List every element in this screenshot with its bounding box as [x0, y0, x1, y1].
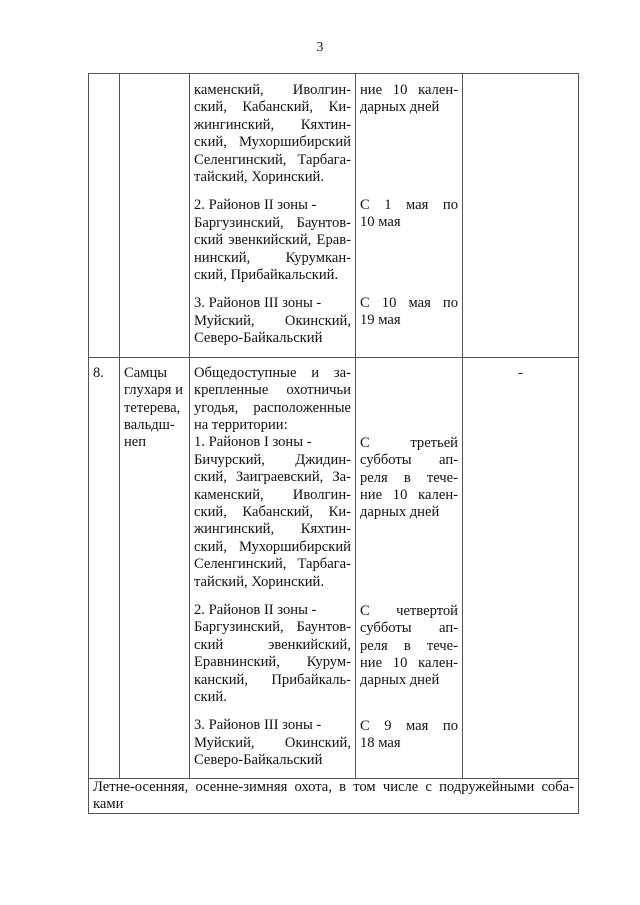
- text-line: ками: [93, 796, 124, 813]
- text-line: Муйский, Окинский,: [194, 312, 351, 329]
- text-line: Общедоступные и за-: [194, 364, 351, 381]
- text-line: 2. Районов II зоны -: [194, 601, 317, 618]
- territory-block-2: [194, 602, 351, 706]
- text-line: ский, Кабанский, Ки-: [194, 99, 351, 116]
- dates-block-1: [360, 435, 458, 592]
- dates-block-2: [360, 603, 458, 707]
- territory-block-1: [194, 82, 351, 186]
- territory-block-3: [194, 717, 351, 769]
- table-row-8: [89, 357, 579, 778]
- cell-number: 8.: [89, 357, 120, 778]
- text-line: Бичурский, Джидин-: [194, 451, 351, 468]
- date-line: субботы ап-: [360, 452, 458, 469]
- date-line: 10 мая: [360, 214, 401, 231]
- cell-number: [89, 74, 120, 358]
- text-line: ский эвенкийский, Ерав-: [194, 232, 351, 249]
- text-line: жингинский, Кяхтин-: [194, 116, 351, 133]
- territory-block-3: [194, 295, 351, 347]
- cell-species: [120, 357, 190, 778]
- text-line: тетерева,: [124, 399, 181, 416]
- text-line: 2. Районов II зоны -: [194, 197, 317, 214]
- text-line: ский, Мухоршибирский: [194, 538, 351, 555]
- date-line: С 9 мая по: [360, 717, 458, 734]
- date-line: 18 мая: [360, 735, 401, 752]
- text-line: тайский, Хоринский.: [194, 169, 324, 186]
- text-line: Северо-Байкальский: [194, 330, 323, 347]
- text-line: ский, Мухоршибирский: [194, 134, 351, 151]
- dates-block-3: [360, 295, 458, 330]
- cell-territory: [190, 357, 356, 778]
- text-line: ский, Заиграевский, За-: [194, 469, 351, 486]
- territory-block-2: [194, 197, 351, 284]
- text-line: Селенгинский, Тарбага-: [194, 151, 351, 168]
- text-line: нинский, Курумкан-: [194, 249, 351, 266]
- text-line: Самцы: [124, 364, 168, 381]
- text-line: каменский, Иволгин-: [194, 486, 351, 503]
- date-line: ние 10 кален-: [360, 486, 458, 503]
- text-line: неп: [124, 434, 147, 451]
- text-line: ский эвенкийский,: [194, 636, 351, 653]
- text-line: жингинский, Кяхтин-: [194, 521, 351, 538]
- section-heading: [89, 778, 579, 814]
- territory-block-1: [194, 434, 351, 591]
- text-line: на территории:: [194, 416, 288, 433]
- cell-territory: [190, 74, 356, 358]
- date-line: ние 10 кален-: [360, 654, 458, 671]
- text-line: Селенгинский, Тарбага-: [194, 556, 351, 573]
- text-line: каменский, Иволгин-: [194, 82, 351, 98]
- text-line: Северо-Байкальский: [194, 752, 323, 769]
- dates-block-3: [360, 718, 458, 753]
- text-line: крепленные охотничьи: [194, 382, 351, 399]
- date-line: С 10 мая по: [360, 295, 458, 311]
- date-line: дарных дней: [360, 672, 440, 689]
- date-line: дарных дней: [360, 99, 440, 116]
- table-row-continued: [89, 74, 579, 358]
- date-line: ние 10 кален-: [360, 82, 458, 98]
- dates-block-1: [360, 82, 458, 186]
- hunting-seasons-table: [88, 73, 579, 814]
- date-line: дарных дней: [360, 504, 440, 521]
- text-line: вальдш-: [124, 416, 175, 433]
- date-line: С четвертой: [360, 602, 458, 619]
- dates-block-2: [360, 197, 458, 284]
- date-line: реля в тече-: [360, 469, 458, 486]
- territory-intro: [194, 365, 351, 435]
- text-line: 3. Районов III зоны -: [194, 717, 322, 734]
- date-line: субботы ап-: [360, 620, 458, 637]
- page-number: 3: [316, 39, 324, 54]
- section-heading-row: [89, 778, 579, 814]
- text-line: Муйский, Окинский,: [194, 734, 351, 751]
- date-line: 19 мая: [360, 312, 401, 329]
- date-line: С третьей: [360, 434, 458, 451]
- text-line: угодья, расположенные: [194, 399, 351, 416]
- text-line: Баргузинский, Баунтов-: [194, 214, 351, 231]
- cell-species: [120, 74, 190, 358]
- text-line: ский, Кабанский, Ки-: [194, 503, 351, 520]
- text-line: тайский, Хоринский.: [194, 573, 324, 590]
- text-line: ский, Прибайкальский.: [194, 267, 339, 284]
- text-line: канский, Прибайкаль-: [194, 671, 351, 688]
- text-line: Еравнинский, Курум-: [194, 654, 351, 671]
- text-line: глухаря и: [124, 382, 183, 399]
- date-line: С 1 мая по: [360, 197, 458, 213]
- text-line: Летне-осенняя, осенне-зимняя охота, в том числе с подружейными соба-: [93, 778, 574, 795]
- text-line: 3. Районов III зоны -: [194, 295, 322, 312]
- text-line: 1. Районов I зоны -: [194, 434, 312, 451]
- cell-note: [463, 74, 579, 358]
- cell-dates: [356, 357, 463, 778]
- date-line: реля в тече-: [360, 637, 458, 654]
- cell-dates: [356, 74, 463, 358]
- text-line: Баргузинский, Баунтов-: [194, 619, 351, 636]
- cell-note: -: [463, 357, 579, 778]
- text-line: ский.: [194, 689, 227, 705]
